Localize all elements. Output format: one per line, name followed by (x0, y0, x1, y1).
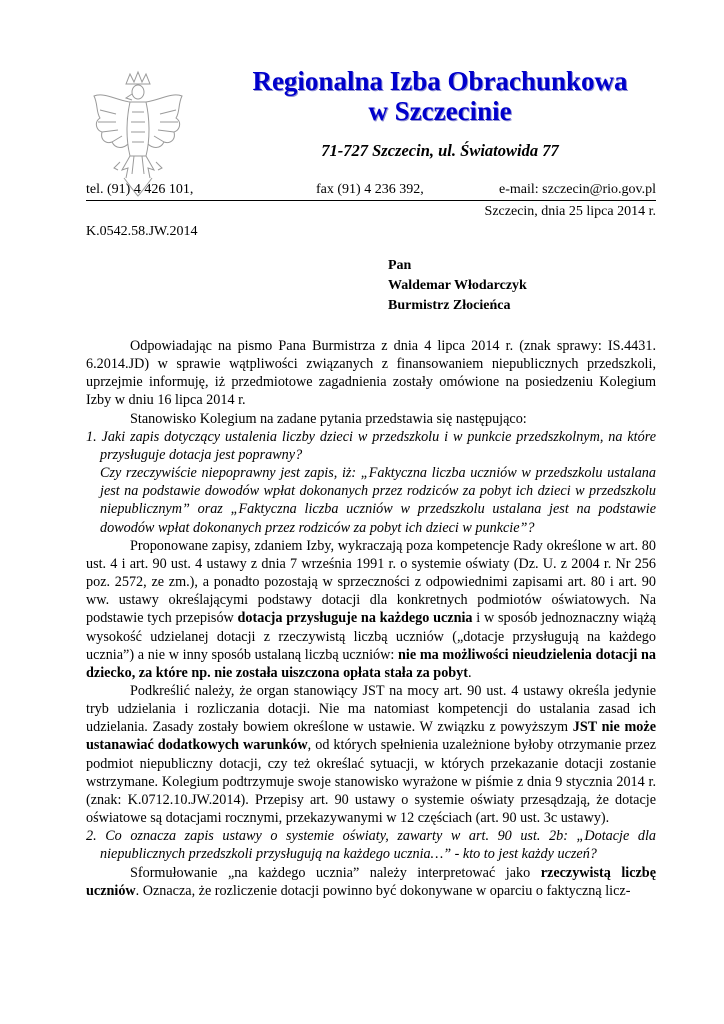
recipient-block (388, 256, 527, 316)
header-divider (86, 200, 656, 201)
answer-1-paragraph-2 (86, 682, 656, 827)
question-2: 2. Co oznacza zapis ustawy o systemie oświaty, zawarty w art. 90 ust. 2b: „Dotacje dla niepublicznych przedszkoli przysługują na każdego ucznia…” - kto to jest każdy uczeń? (86, 828, 656, 863)
answer-1-emphasis-a: dotacja przysługuje na każdego ucznia (237, 610, 473, 627)
answer-1-p2-text-b: , od których spełnienia uzależnione byłoby otrzymanie przez podmiot niepubliczny dotacji, czy też określać sytuacji, w których przekazanie dotacji zostanie wstrzymane. Kolegium podtrzymuje swoje stanowisko wyrażone w piśmie z dnia 9 stycznia 2014 r. (znak: K.0712.10.JW.2014). Przepisy art. 90 ustawy o systemie oświaty przesądzają, że dotacje oświatowe są dotacjami rocznymi, przekazywanymi w 12 częściach (art. 90 ust. 3c ustawy). (86, 737, 656, 827)
recipient-name: Waldemar Włodarczyk (388, 278, 527, 293)
answer-1-p2-emphasis: JST nie może ustanawiać dodatkowych warunków (86, 719, 656, 754)
question-1-detail: Czy rzeczywiście niepoprawny jest zapis, iż: „Faktyczna liczba uczniów w przedszkolu ustalana jest na podstawie dowodów wpłat dokonanych przez rodziców za pobyt ich dzieci w przedszkolu niepublicznym” oraz „Faktyczna liczba uczniów w przedszkolu ustalana jest na podstawie dowodów wpłat dokonanych przez rodziców za pobyt ich dzieci w punkcie”? (100, 465, 656, 536)
email-address: e-mail: szczecin@rio.gov.pl (499, 182, 656, 197)
org-title-line2: w Szczecinie (368, 96, 512, 126)
paragraph-position: Stanowisko Kolegium na zadane pytania przedstawia się następująco: (130, 410, 527, 427)
question-1: 1. Jaki zapis dotyczący ustalenia liczby dzieci w przedszkolu i w punkcie przedszkolnym, na które przysługuje dotacja jest poprawny? (86, 428, 656, 463)
answer-1-p2-text-a: Podkreślić należy, że organ stanowiący JST na mocy art. 90 ust. 4 ustawy określa jedynie tryb udzielania i rozliczania dotacji. Nie ma natomiast kompetencji do ustalania zasad ich udzielania. Zasady zostały bowiem określone w ustawie. W związku z powyższym (86, 682, 656, 736)
answer-1-text-a: Proponowane zapisy, zdaniem Izby, wykraczają poza kompetencje Rady określone w art. 80 ust. 4 i art. 90 ust. 4 ustawy z dnia 7 września 1991 r. o systemie oświaty (Dz. U. z 2004 r. Nr 256 poz. 2572, ze zm.), a ponadto pozostają w sprzeczności z odpowiednimi zapisami art. 80 i art. 90 ww. ustawy określającymi podstawy dotacji dla konkretnych podmiotów oświatowych. Na podstawie tych przepisów (86, 537, 656, 627)
answer-1-text-c: . (468, 664, 472, 681)
answer-2-emphasis: rzeczywistą liczbę uczniów (86, 864, 656, 899)
answer-1-text-b: i w sposób jednoznaczny wiążą wysokość udzielanej dotacji z rzeczywistą liczbą uczniów („dotacje przysługują na każdego ucznia”) a nie w inny sposób ustalaną liczbą uczniów: (86, 610, 656, 663)
recipient-salutation: Pan (388, 258, 412, 273)
answer-2-text-b: . Oznacza, że rozliczenie dotacji powinno być dokonywane w oparciu o faktyczną licz- (135, 882, 631, 899)
date-line: Szczecin, dnia 25 lipca 2014 r. (484, 204, 656, 219)
fax-number: fax (91) 4 236 392, (316, 182, 424, 197)
polish-eagle-emblem-icon (86, 70, 190, 198)
org-address: 71-727 Szczecin, ul. Światowida 77 (321, 141, 559, 160)
paragraph-intro: Odpowiadając na pismo Pana Burmistrza z dnia 4 lipca 2014 r. (znak sprawy: IS.4431. 6.2014.JD) w sprawie wątpliwości związanych z finansowaniem niepublicznych przedszkoli, uprzejmie informuję, iż przedmiotowe zagadnienia zostały omówione na posiedzeniu Kolegium Izby w dniu 16 lipca 2014 r. (86, 338, 656, 409)
answer-1-emphasis-b: nie ma możliwości nieudzielenia dotacji na dziecko, za które np. nie została uiszczona opłata stała za pobyt (86, 646, 656, 681)
answer-2-paragraph (86, 864, 656, 900)
answer-1-paragraph-1 (86, 537, 656, 682)
reference-number: K.0542.58.JW.2014 (86, 224, 198, 239)
answer-2-text-a: Sformułowanie „na każdego ucznia” należy interpretować jako (130, 864, 541, 881)
org-title-line1: Regionalna Izba Obrachunkowa (252, 66, 628, 96)
recipient-title: Burmistrz Złocieńca (388, 298, 511, 313)
letter-body (86, 337, 656, 900)
phone-number: tel. (91) 4 426 101, (86, 182, 194, 197)
